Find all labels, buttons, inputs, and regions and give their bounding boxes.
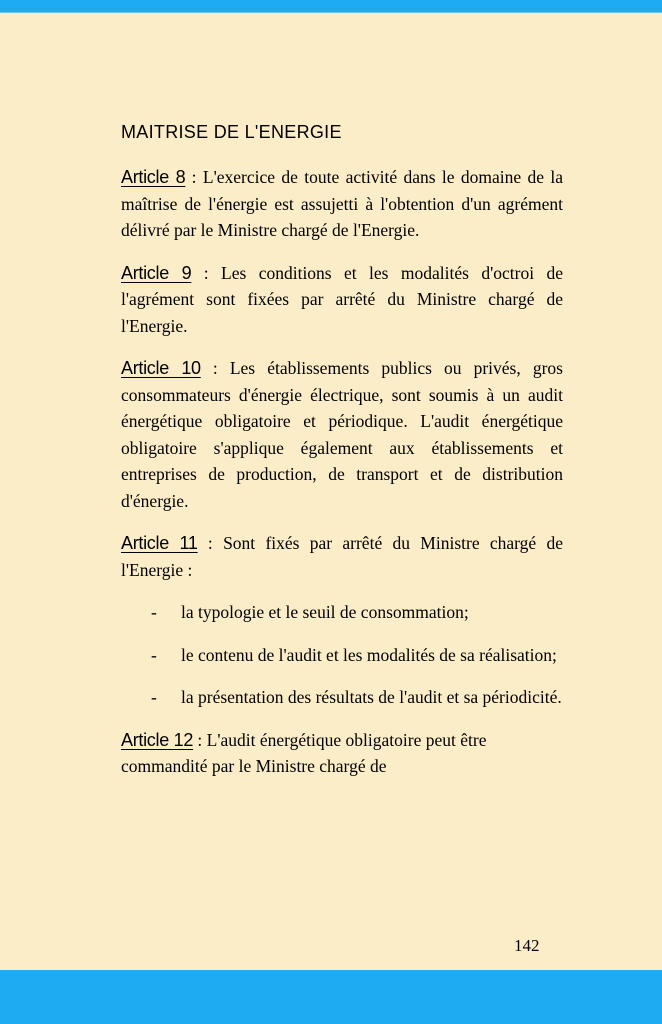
list-item-text: le contenu de l'audit et les modalités de sa réalisation; [181, 644, 557, 665]
top-bar [0, 0, 662, 13]
section-heading: MAITRISE DE L'ENERGIE [121, 122, 342, 142]
article-text: : Les conditions et les modalités d'octroi de l'agrément sont fixées par arrêté du Ministre chargé de l'Energie. [121, 262, 563, 336]
article-label: Article 9 [121, 262, 192, 283]
article-11 [121, 530, 563, 583]
article-text: : L'audit énergétique obligatoire peut être commandité par le Ministre chargé de [121, 729, 487, 776]
article-label: Article 12 [121, 729, 194, 750]
article-label: Article 10 [121, 358, 201, 378]
article-text: : Les établissements publics ou privés, gros consommateurs d'énergie électrique, sont soumis à un audit énergétique obligatoire et périodique. L'audit énergétique obligatoire s'applique également aux établissements et entreprises de production, de transport et de distribution d'énergie. [121, 358, 563, 511]
list-item [151, 684, 563, 711]
dash-bullet: - [151, 602, 157, 622]
article-text: : Sont fixés par arrêté du Ministre chargé de l'Energie : [121, 533, 563, 580]
article-11-list [121, 599, 563, 711]
list-item [151, 642, 563, 669]
bottom-bar [0, 970, 662, 1024]
article-label: Article 11 [121, 533, 198, 553]
list-item-text: la typologie et le seuil de consommation; [181, 602, 469, 622]
list-item [151, 599, 563, 626]
article-8 [121, 164, 563, 244]
article-text: : L'exercice de toute activité dans le domaine de la maîtrise de l'énergie est assujetti à l'obtention d'un agrément délivré par le Ministre chargé de l'Energie. [121, 167, 563, 240]
document-page [121, 120, 563, 796]
page-number: 142 [514, 936, 540, 955]
dash-bullet: - [151, 644, 157, 665]
list-item-text: la présentation des résultats de l'audit et sa périodicité. [181, 687, 562, 707]
article-9 [121, 260, 563, 340]
article-12 [121, 727, 563, 780]
article-label: Article 8 [121, 167, 186, 187]
article-10 [121, 355, 563, 514]
dash-bullet: - [151, 687, 157, 707]
